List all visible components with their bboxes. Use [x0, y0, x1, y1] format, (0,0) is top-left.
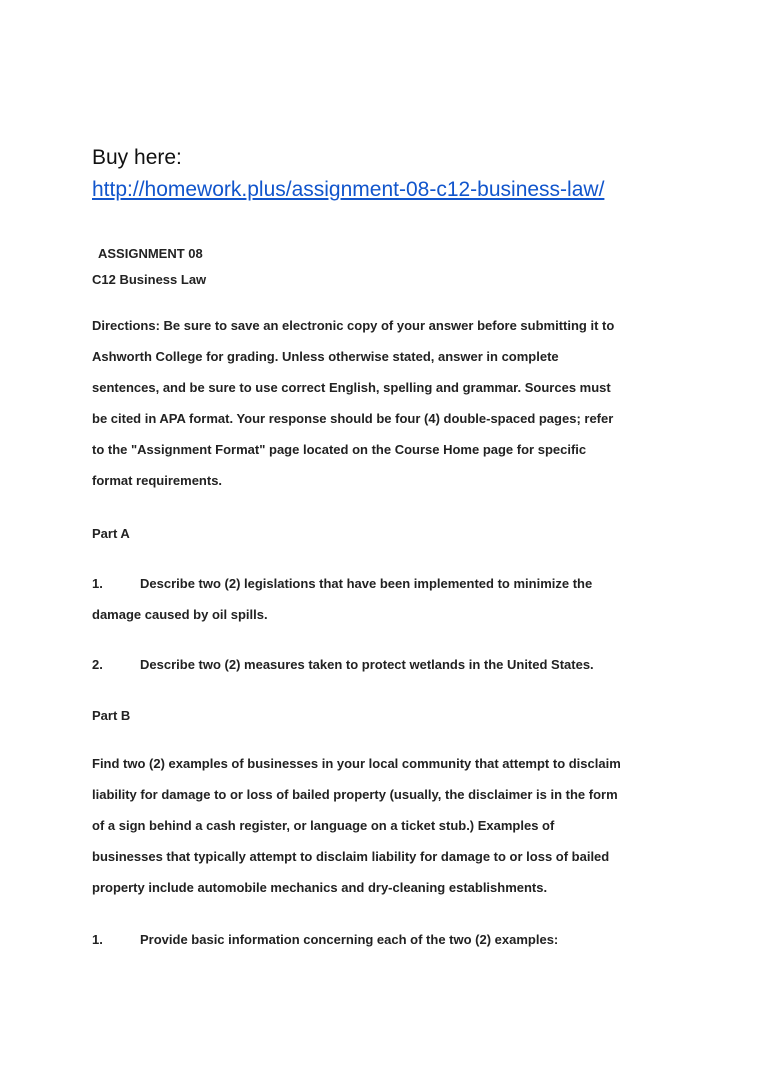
- part-b-item-1: [92, 932, 692, 963]
- course-title: C12 Business Law: [92, 272, 207, 287]
- buy-here-link[interactable]: http://homework.plus/assignment-08-c12-business-law/: [92, 178, 605, 201]
- directions-line: Ashworth College for grading. Unless otherwise stated, answer in complete: [92, 349, 559, 364]
- item-text-line: damage caused by oil spills.: [92, 607, 268, 622]
- directions-line: format requirements.: [92, 473, 223, 488]
- part-b-paragraph: [92, 756, 692, 911]
- part-a-heading: Part A: [92, 526, 130, 541]
- directions-line: be cited in APA format. Your response should be four (4) double-spaced pages; refer: [92, 411, 614, 426]
- paragraph-line: businesses that typically attempt to disclaim liability for damage to or loss of bailed: [92, 849, 610, 864]
- part-b-heading: Part B: [92, 708, 131, 723]
- item-number: 1.: [92, 576, 103, 591]
- paragraph-line: of a sign behind a cash register, or language on a ticket stub.) Examples of: [92, 818, 555, 833]
- item-number: 1.: [92, 932, 103, 947]
- directions-line: Directions: Be sure to save an electronic copy of your answer before submitting it to: [92, 318, 615, 333]
- paragraph-line: Find two (2) examples of businesses in your local community that attempt to disclaim: [92, 756, 621, 771]
- part-a-item-1: [92, 576, 692, 638]
- item-text-line: Provide basic information concerning each of the two (2) examples:: [140, 932, 559, 947]
- paragraph-line: property include automobile mechanics and dry-cleaning establishments.: [92, 880, 548, 895]
- assignment-title: ASSIGNMENT 08: [98, 246, 203, 261]
- item-number: 2.: [92, 657, 103, 672]
- buy-here-label: Buy here:: [92, 146, 182, 169]
- item-text-line: Describe two (2) measures taken to protect wetlands in the United States.: [140, 657, 594, 672]
- item-text-line: Describe two (2) legislations that have been implemented to minimize the: [140, 576, 593, 591]
- part-a-item-2: [92, 657, 692, 688]
- directions-line: sentences, and be sure to use correct English, spelling and grammar. Sources must: [92, 380, 611, 395]
- paragraph-line: liability for damage to or loss of bailed property (usually, the disclaimer is in the form: [92, 787, 618, 802]
- directions-line: to the "Assignment Format" page located on the Course Home page for specific: [92, 442, 587, 457]
- directions-paragraph: [92, 318, 692, 504]
